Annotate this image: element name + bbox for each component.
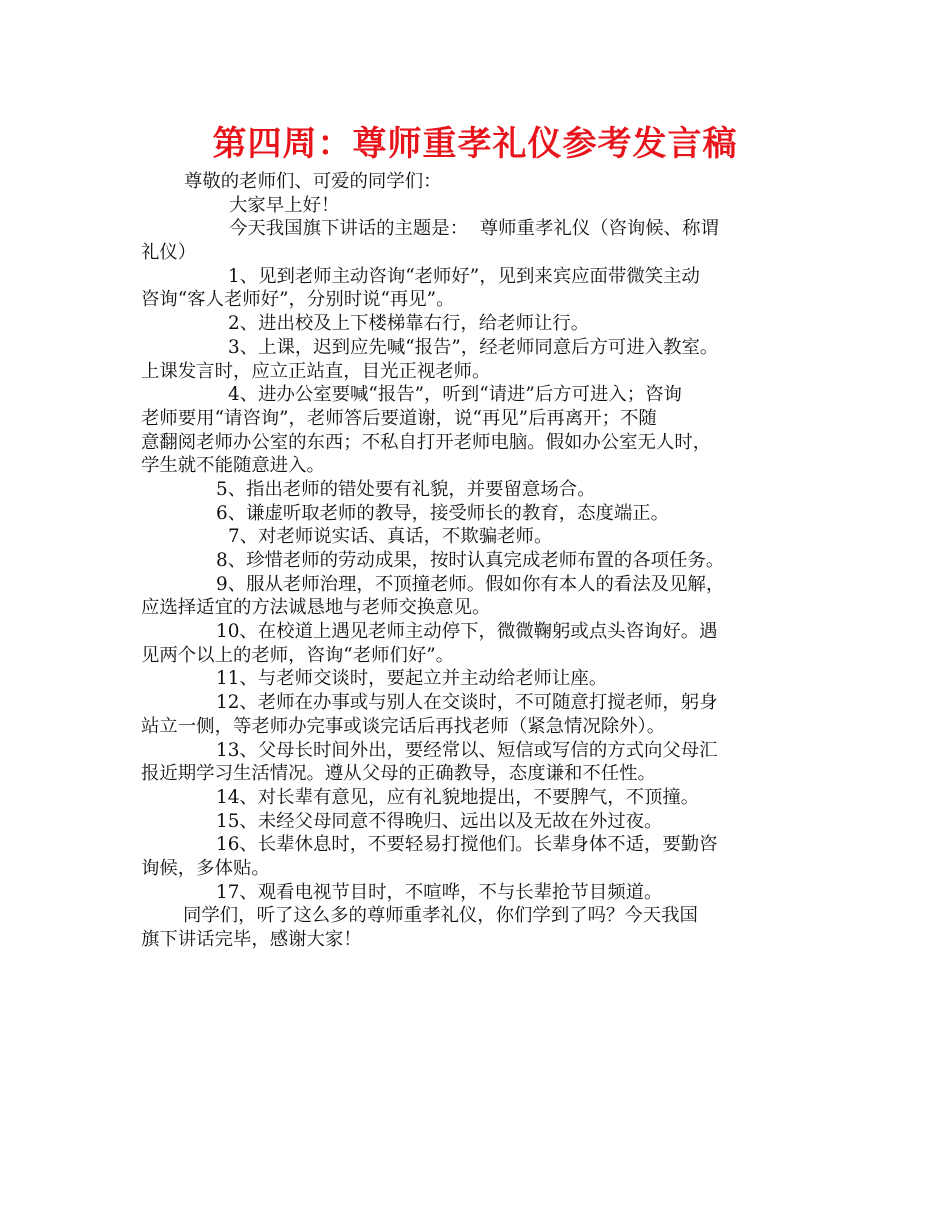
paragraph-line: 礼仪）	[141, 242, 197, 264]
list-item-line: 上课发言时，应立正站直，目光正视老师。	[141, 360, 491, 382]
list-item-line: 咨询“客人老师好”，分别时说“再见”。	[141, 289, 455, 311]
list-item-line: 10、在校道上遇见老师主动停下，微微鞠躬或点头咨询好。遇	[216, 621, 718, 643]
list-item-line: 7、对老师说实话、真话，不欺骗老师。	[228, 526, 553, 548]
list-item-line: 学生就不能随意进入。	[141, 455, 325, 477]
list-item-line: 应选择适宜的方法诚恳地与老师交换意见。	[141, 597, 491, 619]
list-item-line: 见两个以上的老师，咨询“老师们好”。	[141, 644, 455, 666]
list-item-line: 站立一侧，等老师办完事或谈完话后再找老师（紧急情况除外）。	[141, 715, 666, 737]
list-item-line: 报近期学习生活情况。遵从父母的正确教导，态度谦和不任性。	[141, 763, 656, 785]
list-item-line: 11、与老师交谈时，要起立并主动给老师让座。	[216, 668, 608, 690]
list-item-line: 4、进办公室要喊“报告”，听到“请进”后方可进入；咨询	[228, 384, 682, 406]
list-item-line: 8、珍惜老师的劳动成果，按时认真完成老师布置的各项任务。	[216, 550, 725, 571]
list-item-line: 老师要用“请咨询”，老师答后要道谢，说“再见”后再离开；不随	[141, 407, 657, 429]
list-item-line: 1、见到老师主动咨询“老师好”，见到来宾应面带微笑主动	[228, 265, 700, 287]
list-item-line: 5、指出老师的错处要有礼貌，并要留意场合。	[216, 478, 596, 500]
list-item-line: 15、未经父母同意不得晚归、远出以及无故在外过夜。	[216, 810, 663, 832]
list-item-line: 17、观看电视节目时，不喧哗，不与长辈抢节目频道。	[216, 881, 663, 903]
list-item-line: 3、上课，迟到应先喊“报告”，经老师同意后方可进入教室。	[228, 336, 719, 358]
document-body	[141, 170, 831, 952]
list-item-line: 12、老师在办事或与别人在交谈时，不可随意打搅老师，躬身	[216, 692, 718, 714]
closing-line: 旗下讲话完毕，感谢大家！	[141, 929, 362, 950]
document-title: 第四周：尊师重孝礼仪参考发言稿	[212, 124, 738, 164]
list-item-line: 9、服从老师治理，不顶撞老师。假如你有本人的看法及见解，	[216, 573, 725, 595]
list-item-line: 14、对长辈有意见，应有礼貌地提出，不要脾气，不顶撞。	[216, 786, 700, 808]
paragraph-line: 今天我国旗下讲话的主题是： 尊师重孝礼仪（咨询候、称谓	[229, 218, 719, 240]
list-item-line: 2、进出校及上下楼梯靠右行，给老师让行。	[228, 313, 590, 335]
list-item-line: 13、父母长时间外出，要经常以、短信或写信的方式向父母汇	[216, 739, 718, 761]
list-item-line: 6、谦虚听取老师的教导，接受师长的教育，态度端正。	[216, 502, 670, 524]
list-item-line: 意翻阅老师办公室的东西；不私自打开老师电脑。假如办公室无人时，	[141, 431, 712, 453]
greeting-line: 尊敬的老师们、可爱的同学们：	[184, 171, 442, 192]
list-item-line: 询候，多体贴。	[141, 857, 270, 879]
closing-line: 同学们，听了这么多的尊师重孝礼仪，你们学到了吗？今天我国	[183, 905, 698, 927]
paragraph-line: 大家早上好！	[229, 194, 340, 216]
list-item-line: 16、长辈休息时，不要轻易打搅他们。长辈身体不适，要勤咨	[216, 834, 718, 856]
